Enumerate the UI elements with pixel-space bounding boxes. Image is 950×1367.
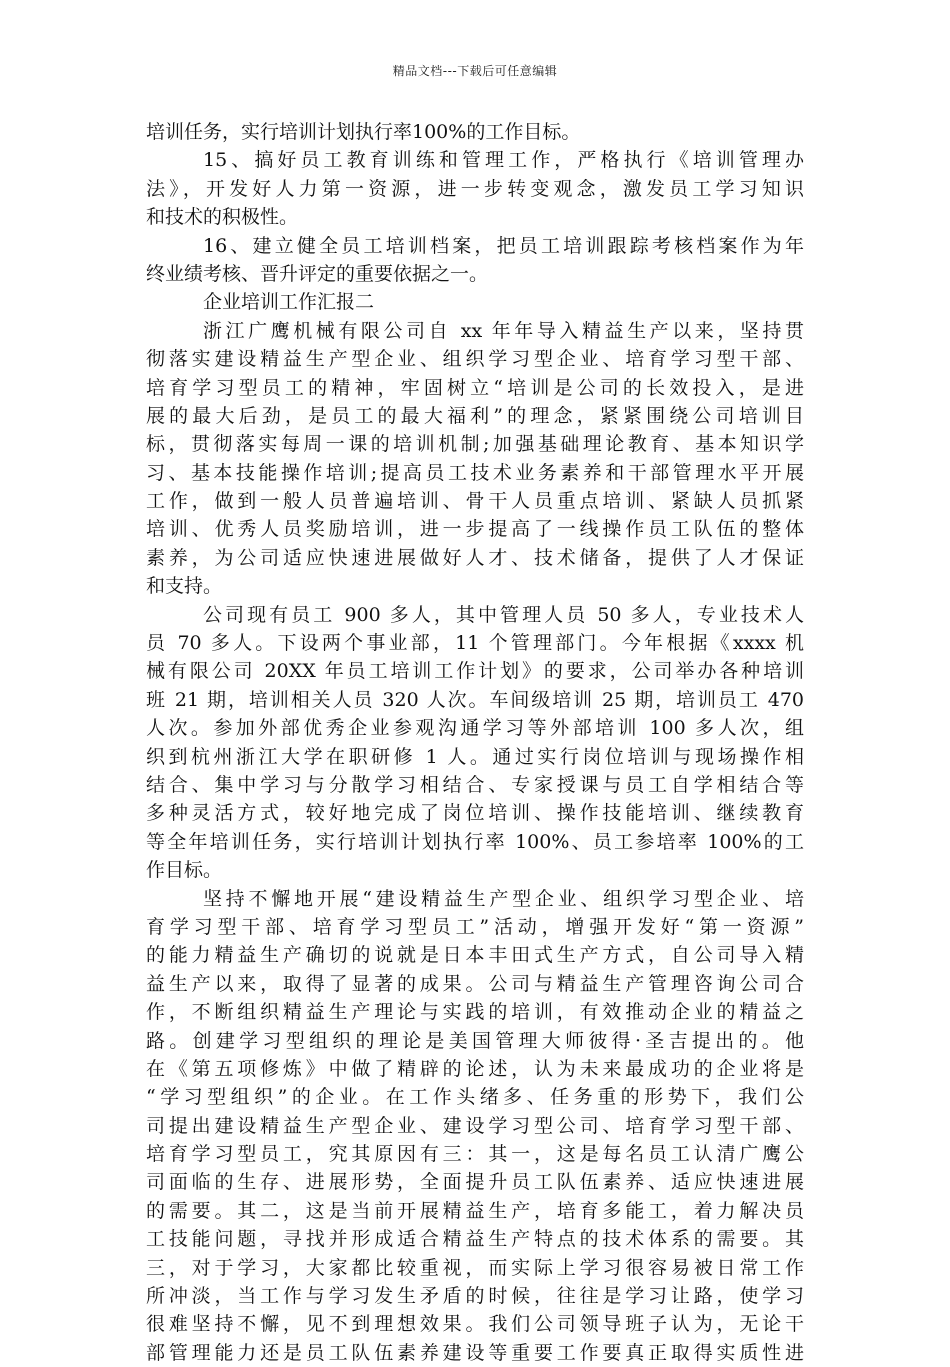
text-line: 展的最大后劲，是员工的最大福利”的理念，紧紧围绕公司培训目 bbox=[146, 404, 804, 427]
text-line: 16、建立健全员工培训档案，把员工培训跟踪考核档案作为年 bbox=[203, 234, 804, 257]
text-line: 司面临的生存、进展形势，全面提升员工队伍素养、适应快速进展 bbox=[146, 1171, 804, 1194]
text-line: 多种灵活方式，较好地完成了岗位培训、操作技能培训、继续教育 bbox=[146, 802, 804, 825]
text-line: 三，对于学习，大家都比较重视，而实际上学习很容易被日常工作 bbox=[146, 1256, 804, 1279]
text-line: 培育学习型员工，究其原因有三：其一，这是每名员工认清广鹰公 bbox=[146, 1143, 804, 1166]
text-line: 织到杭州浙江大学在职研修 1 人。通过实行岗位培训与现场操作相 bbox=[146, 745, 804, 768]
text-line: 部管理能力还是员工队伍素养建设等重要工作要真正取得实质性进 bbox=[146, 1341, 804, 1364]
text-line: 培训、优秀人员奖励培训，进一步提高了一线操作员工队伍的整体 bbox=[146, 518, 804, 541]
text-line: 15、搞好员工教育训练和管理工作，严格执行《培训管理办 bbox=[203, 149, 804, 172]
text-line: 培育学习型员工的精神，牢固树立“培训是公司的长效投入，是进 bbox=[146, 376, 804, 399]
text-line: 结合、集中学习与分散学习相结合、专家授课与员工自学相结合等 bbox=[146, 773, 804, 796]
text-line: 班 21 期，培训相关人员 320 人次。车间级培训 25 期，培训员工 470 bbox=[146, 688, 804, 711]
text-line: 人次。参加外部优秀企业参观沟通学习等外部培训 100 多人次，组 bbox=[146, 717, 804, 740]
text-line: 彻落实建设精益生产型企业、组织学习型企业、培育学习型干部、 bbox=[146, 348, 804, 371]
text-line: 械有限公司 20XX 年员工培训工作计划》的要求，公司举办各种培训 bbox=[146, 660, 804, 683]
text-line: 员 70 多人。下设两个事业部，11 个管理部门。今年根据《xxxx 机 bbox=[146, 632, 804, 655]
text-line: 培训任务，实行培训计划执行率100%的工作目标。 bbox=[146, 121, 581, 143]
text-line: 作，不断组织精益生产理论与实践的培训，有效推动企业的精益之 bbox=[146, 1001, 804, 1024]
text-line: 素养，为公司适应快速进展做好人才、技术储备，提供了人才保证 bbox=[146, 546, 804, 569]
text-line: 公司现有员工 900 多人，其中管理人员 50 多人，专业技术人 bbox=[203, 603, 804, 626]
text-line: 等全年培训任务，实行培训计划执行率 100%、员工参培率 100%的工 bbox=[146, 830, 804, 853]
text-line: 所冲淡，当工作与学习发生矛盾的时候，往往是学习让路，使学习 bbox=[146, 1285, 804, 1308]
text-line: 坚持不懈地开展“建设精益生产型企业、组织学习型企业、培 bbox=[203, 887, 804, 910]
text-line: 的能力精益生产确切的说就是日本丰田式生产方式，自公司导入精 bbox=[146, 944, 804, 967]
text-line: 习、基本技能操作培训;提高员工技术业务素养和干部管理水平开展 bbox=[146, 461, 804, 484]
text-line: 的需要。其二，这是当前开展精益生产，培育多能工，着力解决员 bbox=[146, 1199, 804, 1222]
text-line: 工技能问题，寻找并形成适合精益生产特点的技术体系的需要。其 bbox=[146, 1228, 804, 1251]
text-line: 工作，做到一般人员普遍培训、骨干人员重点培训、紧缺人员抓紧 bbox=[146, 490, 804, 513]
text-line: 很难坚持不懈，见不到理想效果。我们公司领导班子认为，无论干 bbox=[146, 1313, 804, 1336]
text-line: 作目标。 bbox=[146, 859, 223, 882]
text-line: 益生产以来，取得了显著的成果。公司与精益生产管理咨询公司合 bbox=[146, 972, 804, 995]
page-header: 精品文档---下载后可任意编辑 bbox=[392, 64, 558, 78]
text-line: 浙江广鹰机械有限公司自 xx 年年导入精益生产以来，坚持贯 bbox=[203, 319, 804, 342]
text-line: 司提出建设精益生产型企业、建设学习型公司、培育学习型干部、 bbox=[146, 1114, 804, 1137]
document-body bbox=[146, 118, 804, 1367]
text-line: 和支持。 bbox=[146, 575, 223, 598]
text-line: 标，贯彻落实每周一课的培训机制;加强基础理论教育、基本知识学 bbox=[146, 433, 804, 456]
text-line: 终业绩考核、晋升评定的重要依据之一。 bbox=[146, 262, 489, 285]
text-line: 育学习型干部、培育学习型员工”活动，增强开发好“第一资源” bbox=[146, 915, 804, 938]
text-line: 路。创建学习型组织的理论是美国管理大师彼得·圣吉提出的。他 bbox=[146, 1029, 804, 1052]
text-line: 在《第五项修炼》中做了精辟的论述，认为未来最成功的企业将是 bbox=[146, 1057, 804, 1080]
text-line: 和技术的积极性。 bbox=[146, 206, 299, 229]
text-line: “学习型组织”的企业。在工作头绪多、任务重的形势下，我们公 bbox=[146, 1086, 804, 1109]
section-heading: 企业培训工作汇报二 bbox=[203, 291, 375, 314]
text-line: 法》，开发好人力第一资源，进一步转变观念，激发员工学习知识 bbox=[146, 177, 804, 200]
